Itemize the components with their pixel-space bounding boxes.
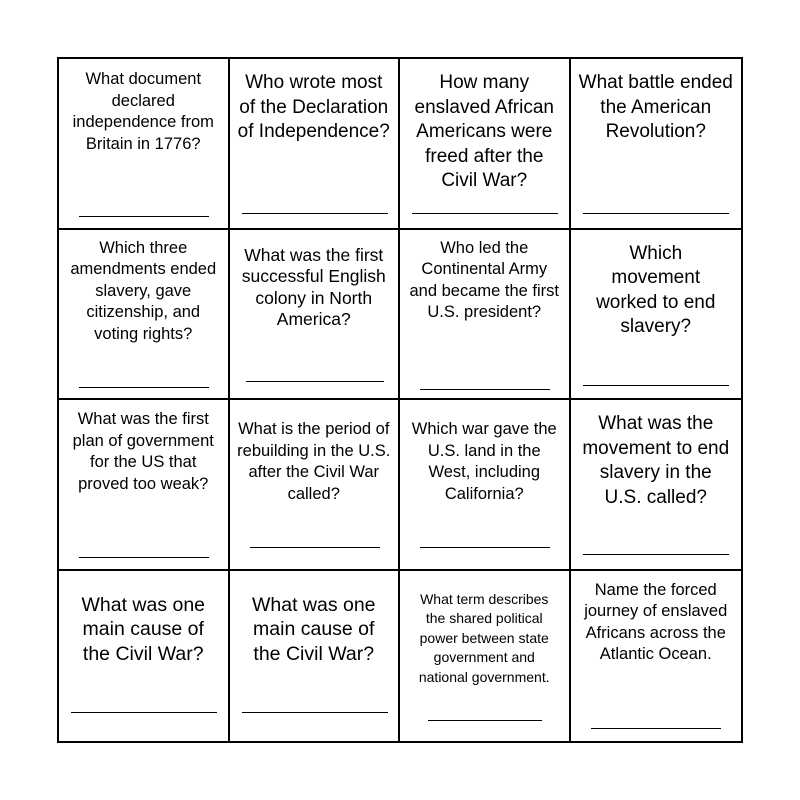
bingo-cell xyxy=(571,571,742,742)
bingo-cell xyxy=(230,230,401,401)
answer-line xyxy=(246,381,384,382)
answer-line xyxy=(420,389,550,390)
cell-question: Who wrote most of the Declaration of Independence? xyxy=(237,72,390,142)
bingo-cell xyxy=(59,59,230,230)
answer-line xyxy=(242,712,388,713)
bingo-cell xyxy=(571,400,742,571)
answer-line xyxy=(79,387,209,388)
bingo-cell xyxy=(230,400,401,571)
cell-question: How many enslaved African Americans were freed after the Civil War? xyxy=(414,72,554,191)
bingo-cell xyxy=(571,230,742,401)
answer-line xyxy=(591,728,721,729)
cell-question: Which movement worked to end slavery? xyxy=(596,242,716,337)
cell-question: What is the period of rebuilding in the U.S. after the Civil War called? xyxy=(237,420,391,503)
cell-question: Which three amendments ended slavery, gave citizenship, and voting rights? xyxy=(70,238,217,343)
cell-question: What battle ended the American Revolution? xyxy=(578,72,733,142)
cell-question: What term describes the shared political power between state government and national government. xyxy=(418,590,550,685)
cell-question: What was one main cause of the Civil War? xyxy=(251,593,376,665)
bingo-cell xyxy=(230,571,401,742)
answer-line xyxy=(412,213,558,214)
cell-question: What was the first plan of government for the US that proved too weak? xyxy=(72,410,214,493)
answer-line xyxy=(79,557,209,558)
cell-question: What was the first successful English colony in North America? xyxy=(241,244,386,329)
answer-line xyxy=(250,547,380,548)
bingo-board xyxy=(57,57,743,743)
answer-line xyxy=(583,385,729,386)
answer-line xyxy=(242,213,388,214)
answer-line xyxy=(420,547,550,548)
bingo-cell xyxy=(400,230,571,401)
bingo-cell xyxy=(400,571,571,742)
bingo-cell xyxy=(59,571,230,742)
bingo-cell xyxy=(230,59,401,230)
answer-line xyxy=(428,720,542,721)
bingo-cell xyxy=(400,59,571,230)
cell-question: Who led the Continental Army and became the first U.S. president? xyxy=(409,238,559,321)
cell-question: What was one main cause of the Civil War? xyxy=(81,593,206,665)
cell-question: Which war gave the U.S. land in the West, including California? xyxy=(411,420,557,503)
answer-line xyxy=(583,213,729,214)
answer-line xyxy=(583,554,729,555)
bingo-cell xyxy=(59,230,230,401)
cell-question: What document declared independence from Britain in 1776? xyxy=(72,70,214,153)
cell-question: What was the movement to end slavery in the U.S. called? xyxy=(582,413,730,508)
bingo-cell xyxy=(59,400,230,571)
bingo-cell xyxy=(400,400,571,571)
answer-line xyxy=(71,712,217,713)
cell-question: Name the forced journey of enslaved Africans across the Atlantic Ocean. xyxy=(584,580,728,663)
bingo-cell xyxy=(571,59,742,230)
answer-line xyxy=(79,216,209,217)
